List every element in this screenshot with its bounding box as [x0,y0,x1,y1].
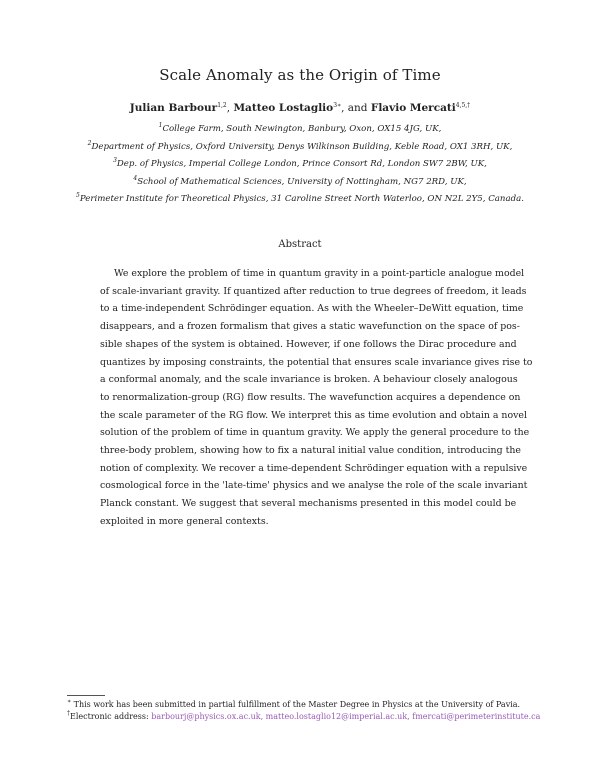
affiliation: $^5$Perimeter Institute for Theoretical Physics, 31 Caroline Street North Waterloo, ON N2L 2Y5, Canada. [76,192,524,204]
abstract-line: Planck constant. We suggest that several mechanisms presented in this model could be [100,498,517,510]
affiliation: $^4$School of Mathematical Sciences, University of Nottingham, NG7 2RD, UK, [133,174,467,187]
author-name: Matteo Lostaglio [233,102,334,114]
abstract-line: the scale parameter of the RG flow. We interpret this as time evolution and obtain a novel [100,409,527,421]
affiliation-list [0,121,600,209]
abstract-line: cosmological force in the 'late-time' physics and we analyse the role of the scale invariant [100,480,528,492]
author-affiliation-mark: 1,2 [217,102,227,109]
footnotes [67,698,541,723]
author-separator: , and [341,102,371,114]
email-links[interactable]: barbourj@physics.ox.ac.uk, matteo.lostaglio12@imperial.ac.uk, fmercati@perimeterinstitute.ca [151,712,541,721]
abstract-line: notion of complexity. We recover a time-dependent Schrödinger equation with a repulsive [100,462,528,474]
affiliation: $^3$Dep. of Physics, Imperial College London, Prince Consort Rd, London SW7 2BW, UK, [113,157,487,169]
author-name: Flavio Mercati [370,102,456,114]
abstract-heading: Abstract [278,239,322,250]
abstract-line: solution of the problem of time in quantum gravity. We apply the general procedure to the [100,427,530,439]
abstract-line: of scale-invariant gravity. If quantized after reduction to true degrees of freedom, it leads [100,285,527,297]
abstract-body [100,265,533,531]
footnote: †Electronic address: barbourj@physics.ox.ac.uk, matteo.lostaglio12@imperial.ac.uk, fmercati@perimeterinstitute.ca [67,710,541,721]
paper-title: Scale Anomaly as the Origin of Time [159,66,441,84]
abstract-line: to renormalization-group (RG) flow results. The wavefunction acquires a dependence on [100,391,521,403]
abstract-line: quantizes by imposing constraints, the potential that ensures scale invariance gives rise to [100,356,533,368]
abstract-line: a conformal anomaly, and the scale invariance is broken. A behaviour closely analogous [100,374,518,386]
abstract-line: We explore the problem of time in quantum gravity in a point-particle analogue model [114,268,525,279]
footnote: ∗ This work has been submitted in partial fulfillment of the Master Degree in Physics at the University of Pavia. [67,698,521,709]
abstract-line: exploited in more general contexts. [100,515,269,527]
abstract-line: sible shapes of the system is obtained. However, if one follows the Dirac procedure and [100,338,517,350]
abstract-line: three-body problem, showing how to fix a natural initial value condition, introducing the [100,445,521,457]
affiliation: $^1$College Farm, South Newington, Banbury, Oxon, OX15 4JG, UK, [158,122,442,134]
author-list [0,102,600,114]
footnote-rule [67,695,105,696]
author-affiliation-mark: 4,5,† [455,102,471,109]
author-name: Julian Barbour [129,102,218,114]
affiliation: $^2$Department of Physics, Oxford University, Denys Wilkinson Building, Keble Road, OX1 3RH, UK, [87,139,513,152]
author-affiliation-mark: 3∗ [333,102,342,109]
author-separator: , [226,102,234,114]
abstract-line: disappears, and a frozen formalism that gives a static wavefunction on the space of pos- [100,321,520,333]
abstract-line: to a time-independent Schrödinger equation. As with the Wheeler–DeWitt equation, time [100,303,524,315]
